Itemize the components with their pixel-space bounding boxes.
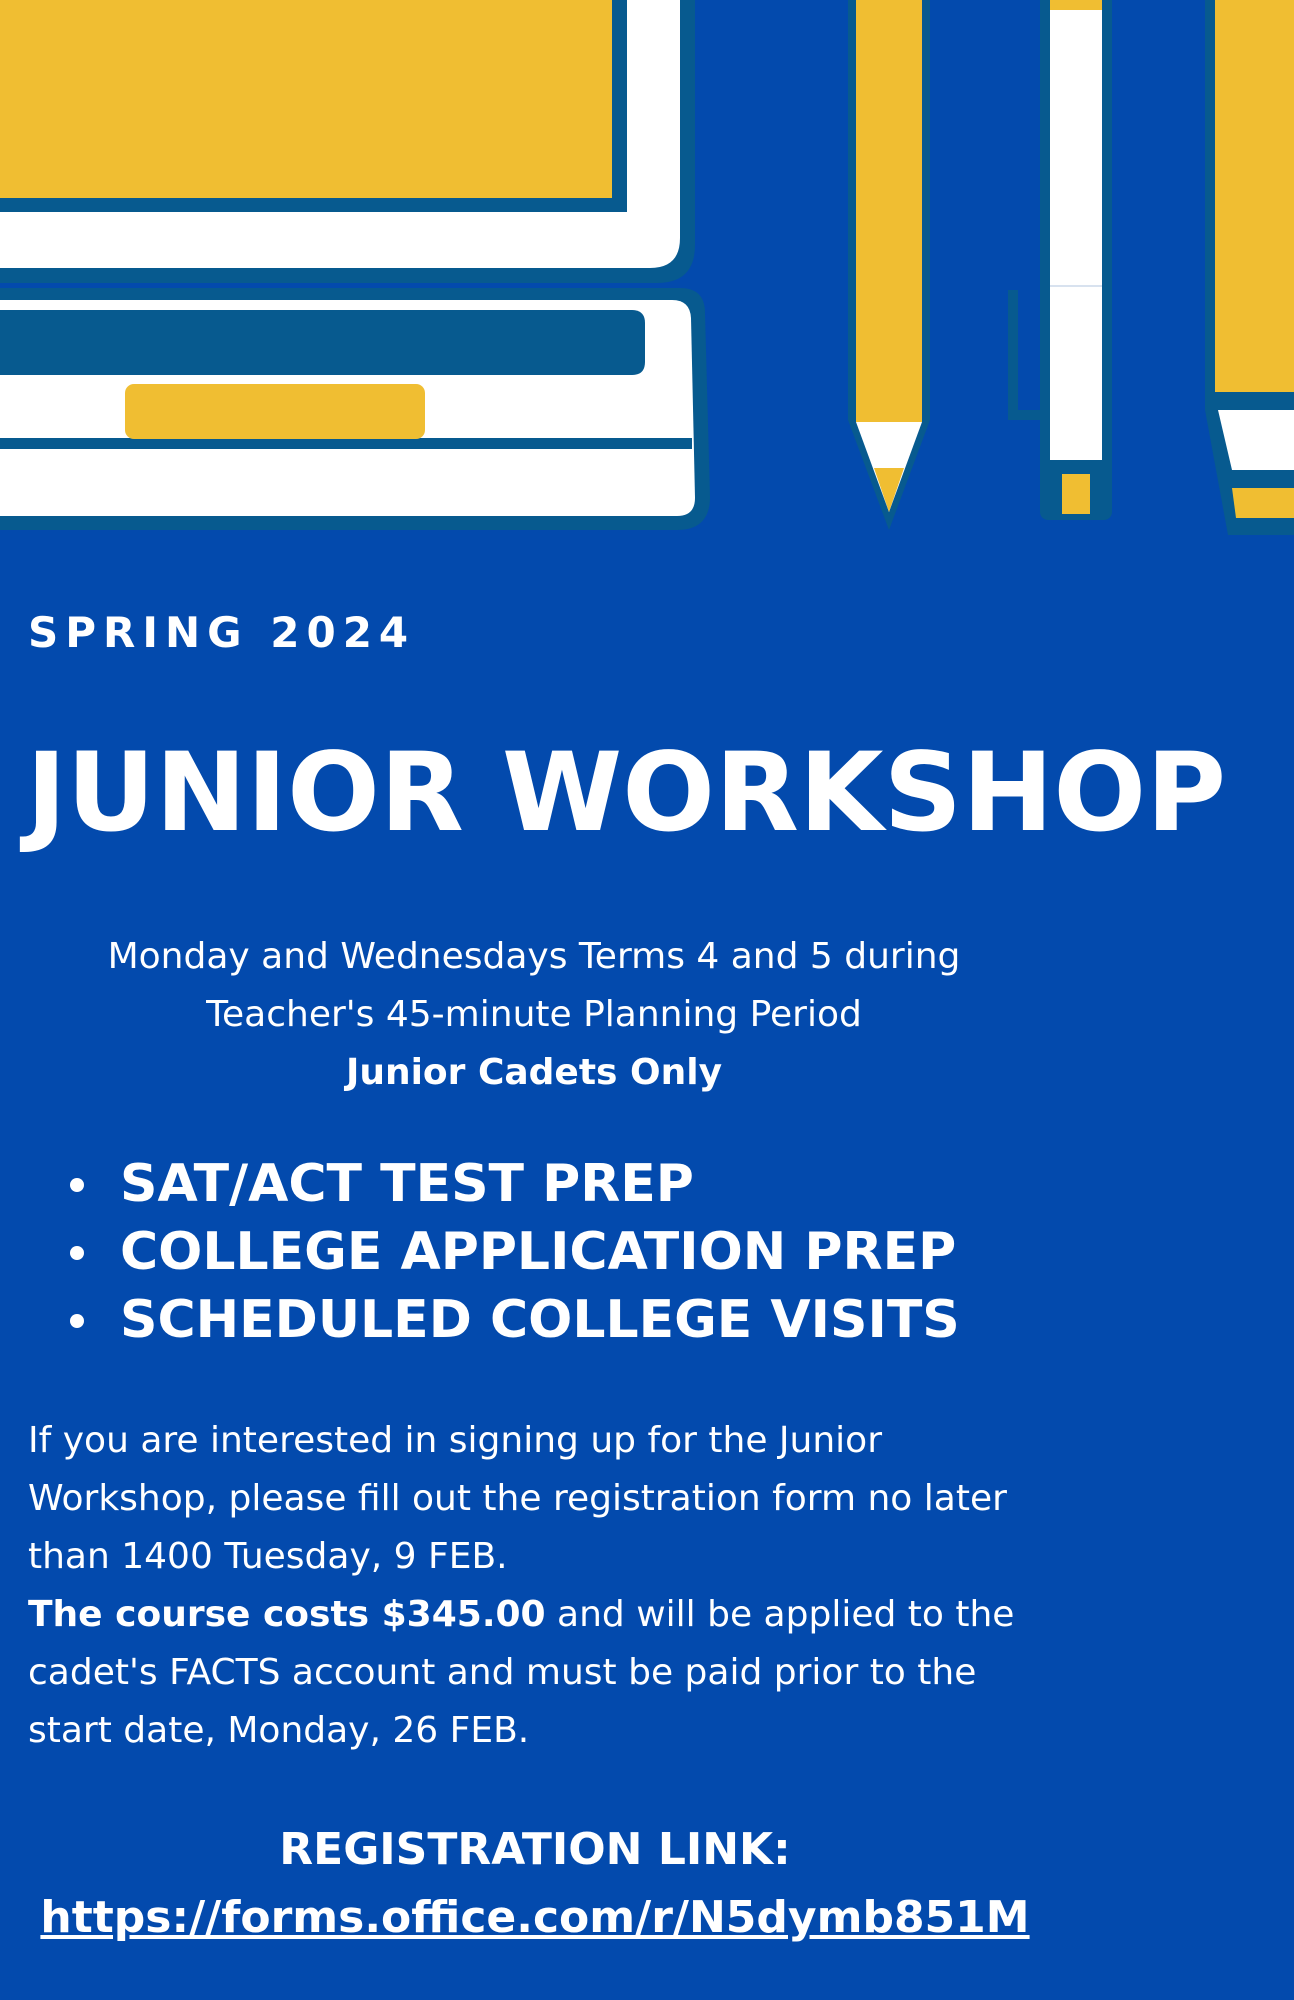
pencil-icon xyxy=(848,0,930,530)
cost-line-1-rest: and will be applied to the xyxy=(545,1594,1015,1635)
schedule-line-1: Monday and Wednesdays Terms 4 and 5 during xyxy=(107,936,961,977)
laptop-icon xyxy=(0,0,710,530)
bullet-icon xyxy=(70,1246,84,1260)
page-title: JUNIOR WORKSHOP xyxy=(26,729,1227,856)
cost-highlight: The course costs $345.00 xyxy=(28,1594,546,1635)
list-item xyxy=(70,1218,960,1286)
signup-line-1: If you are interested in signing up for the Junior xyxy=(28,1420,882,1461)
feature-text: COLLEGE APPLICATION PREP xyxy=(120,1222,957,1282)
registration-link[interactable]: https://forms.office.com/r/N5dymb851M xyxy=(40,1892,1030,1943)
pen-icon xyxy=(1008,0,1112,520)
bullet-icon xyxy=(70,1314,84,1328)
list-item xyxy=(70,1286,960,1354)
cost-line-1 xyxy=(28,1586,1048,1644)
cost-line-3: start date, Monday, 26 FEB. xyxy=(28,1710,530,1751)
feature-text: SCHEDULED COLLEGE VISITS xyxy=(120,1290,960,1350)
marker-icon xyxy=(1205,0,1294,535)
stationery-illustration xyxy=(0,0,1294,540)
feature-text: SAT/ACT TEST PREP xyxy=(120,1154,694,1214)
info-paragraph xyxy=(28,1412,1048,1760)
registration-label: REGISTRATION LINK: xyxy=(279,1824,791,1875)
schedule-block xyxy=(60,928,1008,1102)
signup-line-2: Workshop, please fill out the registration form no later xyxy=(28,1478,1007,1519)
cost-line-2: cadet's FACTS account and must be paid prior to the xyxy=(28,1652,977,1693)
list-item xyxy=(70,1150,960,1218)
feature-list xyxy=(70,1150,960,1354)
schedule-line-2: Teacher's 45-minute Planning Period xyxy=(206,994,862,1035)
bullet-icon xyxy=(70,1178,84,1192)
signup-line-3: than 1400 Tuesday, 9 FEB. xyxy=(28,1536,508,1577)
season-label: SPRING 2024 xyxy=(28,608,416,657)
audience-note: Junior Cadets Only xyxy=(345,1052,723,1093)
